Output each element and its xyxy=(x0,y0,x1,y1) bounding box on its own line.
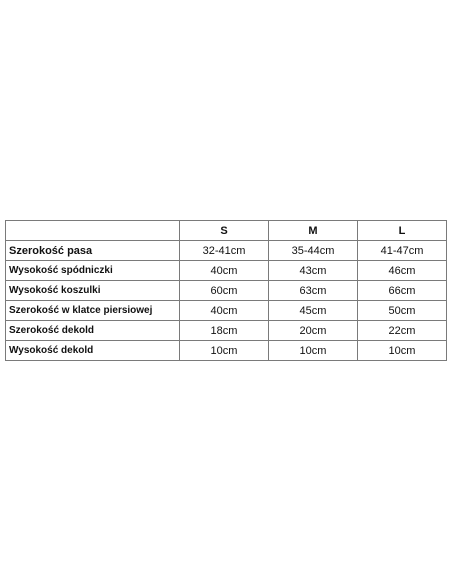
value-cell-l: 10cm xyxy=(358,341,447,361)
row-label: Szerokość w klatce piersiowej xyxy=(6,301,180,321)
table-row xyxy=(6,281,447,301)
header-row xyxy=(6,221,447,241)
value-cell-s: 10cm xyxy=(180,341,269,361)
table-row xyxy=(6,321,447,341)
value-cell-s: 60cm xyxy=(180,281,269,301)
value-cell-s: 40cm xyxy=(180,261,269,281)
table-row xyxy=(6,301,447,321)
value-cell-m: 35-44cm xyxy=(269,241,358,261)
value-cell-m: 10cm xyxy=(269,341,358,361)
row-label: Wysokość dekold xyxy=(6,341,180,361)
value-cell-s: 32-41cm xyxy=(180,241,269,261)
value-cell-m: 63cm xyxy=(269,281,358,301)
table-row xyxy=(6,341,447,361)
row-label: Szerokość pasa xyxy=(6,241,180,261)
value-cell-l: 50cm xyxy=(358,301,447,321)
value-cell-l: 46cm xyxy=(358,261,447,281)
table-row xyxy=(6,261,447,281)
value-cell-m: 43cm xyxy=(269,261,358,281)
value-cell-l: 66cm xyxy=(358,281,447,301)
header-cell-size-l: L xyxy=(358,221,447,241)
header-cell-size-m: M xyxy=(269,221,358,241)
header-cell-empty xyxy=(6,221,180,241)
row-label: Wysokość koszulki xyxy=(6,281,180,301)
value-cell-m: 45cm xyxy=(269,301,358,321)
value-cell-s: 40cm xyxy=(180,301,269,321)
value-cell-l: 22cm xyxy=(358,321,447,341)
header-cell-size-s: S xyxy=(180,221,269,241)
value-cell-m: 20cm xyxy=(269,321,358,341)
size-chart-table xyxy=(5,220,447,361)
table-row xyxy=(6,241,447,261)
value-cell-l: 41-47cm xyxy=(358,241,447,261)
row-label: Szerokość dekold xyxy=(6,321,180,341)
row-label: Wysokość spódniczki xyxy=(6,261,180,281)
value-cell-s: 18cm xyxy=(180,321,269,341)
